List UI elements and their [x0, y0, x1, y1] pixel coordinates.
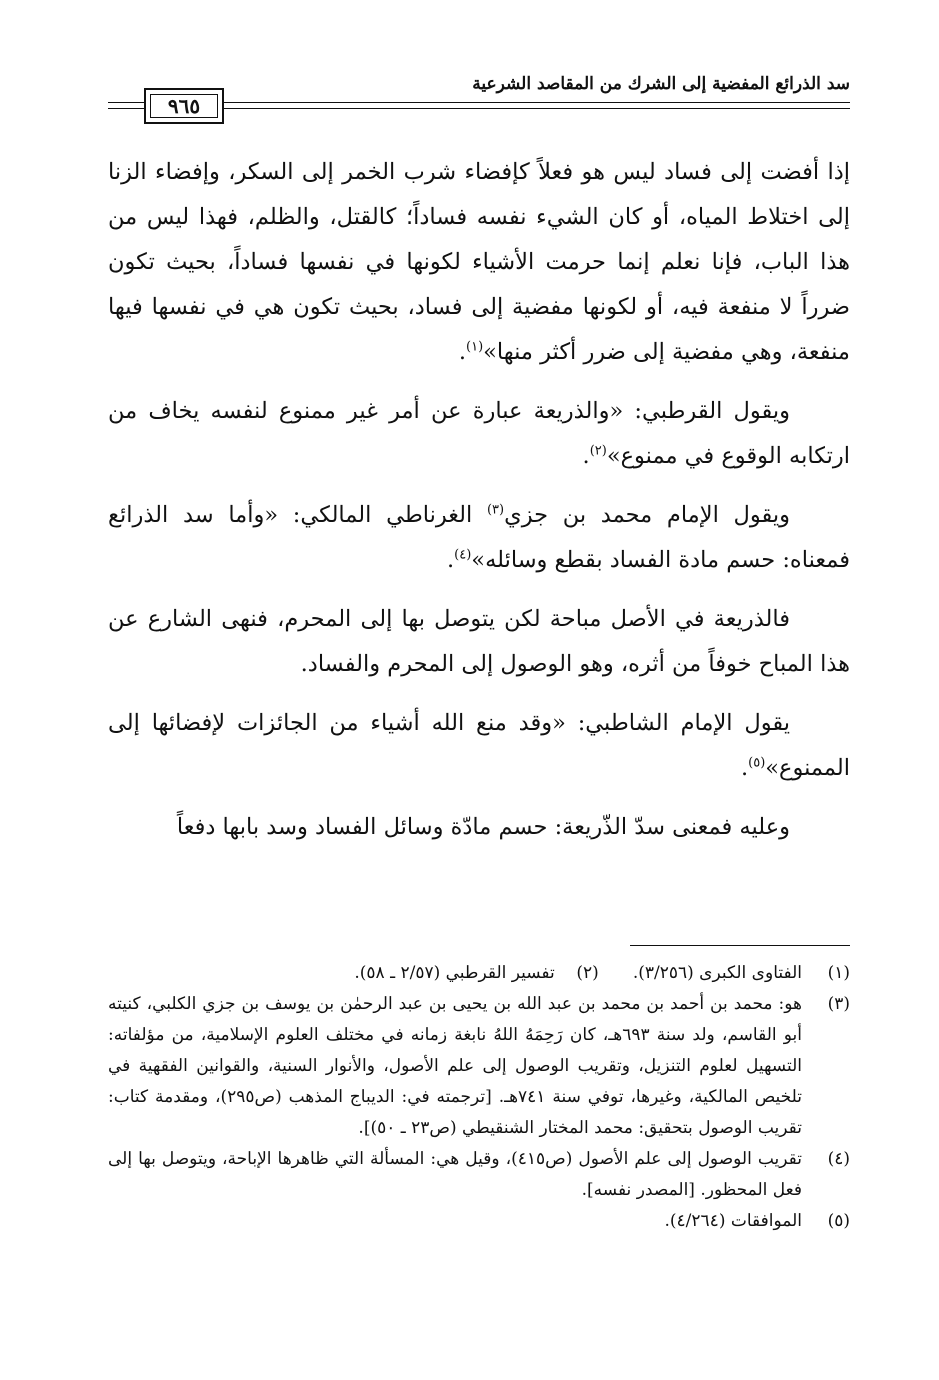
footnote-ref-5: (٥)	[748, 755, 766, 771]
paragraph-6-text: وعليه فمعنى سدّ الذّريعة: حسم مادّة وسائل الفساد وسد بابها دفعاً	[176, 814, 790, 840]
footnote-separator	[630, 945, 850, 946]
header-rule-left	[108, 102, 144, 109]
footnote-4-number: (٤)	[827, 1149, 850, 1169]
paragraph-4-text: فالذريعة في الأصل مباحة لكن يتوصل بها إلى المحرم، فنهى الشارع عن هذا المباح خوفاً من أثره، وهو الوصول إلى المحرم والفساد.	[108, 606, 850, 677]
footnote-3	[108, 989, 850, 1144]
page-number-box	[144, 88, 224, 124]
footnote-row-1-2	[108, 958, 850, 989]
footnote-3-number: (٣)	[827, 994, 850, 1014]
footnote-ref-4: (٤)	[454, 547, 472, 563]
page-header	[108, 72, 850, 134]
paragraph-3-text-a: ويقول الإمام محمد بن جزي	[504, 502, 790, 528]
running-title: سد الذرائع المفضية إلى الشرك من المقاصد الشرعية	[472, 74, 850, 94]
footnote-ref-2: (٢)	[589, 443, 607, 459]
footnote-1-number: (١)	[827, 963, 850, 983]
footnote-5	[108, 1206, 850, 1237]
paragraph-5: يقول الإمام الشاطبي: «وقد منع الله أشياء من الجائزات لإفضائها إلى الممنوع»$^{(٥)}$.	[108, 710, 850, 781]
paragraph-6	[108, 805, 850, 850]
page-number: ٩٦٥	[167, 94, 201, 118]
paragraph-2-text: ويقول القرطبي: «والذريعة عبارة عن أمر غير ممنوع لنفسه يخاف من ارتكابه الوقوع في ممنوع»	[108, 398, 850, 469]
footnote-2-text: تفسير القرطبي (٢/٥٧ ـ ٥٨).	[354, 963, 555, 983]
footnote-3-text: هو: محمد بن أحمد بن محمد بن عبد الله بن يحيى بن عبد الرحمٰن بن يوسف بن جزي الكلبي، كنيته أبو القاسم، ولد سنة ٦٩٣هـ، كان رَحِمَهُ اللهُ نابغة زمانه في مختلف العلوم الإسلامية، من مؤلفاته: التسهيل لعلوم التنزيل، وتقريب الوصول إلى علم الأصول، والأنوار السنية، والقوانين الفقهية في تلخيص المالكية، وغيرها، توفي سنة ٧٤١هـ. [ترجمته في: الديباج المذهب (ص٢٩٥)، ومقدمة كتاب: تقريب الوصول بتحقيق: محمد المختار الشنقيطي (ص٢٣ ـ ٥٠)].	[108, 994, 802, 1138]
footnote-4	[108, 1144, 850, 1206]
footnote-ref-3: (٣)	[486, 502, 505, 518]
paragraph-5-text: يقول الإمام الشاطبي: «وقد منع الله أشياء من الجائزات لإفضائها إلى الممنوع»	[108, 710, 850, 781]
footnote-5-number: (٥)	[827, 1211, 850, 1231]
paragraph-3: ويقول الإمام محمد بن جزي$^{(٣)}$ الغرناطي المالكي: «وأما سد الذرائع فمعناه: حسم مادة الفساد بقطع وسائله»$^{(٤)}$.	[108, 502, 850, 573]
footnote-1-text: الفتاوى الكبرى (٣/٢٥٦).	[632, 963, 802, 983]
footnote-4-text: تقريب الوصول إلى علم الأصول (ص٤١٥)، وقيل هي: المسألة التي ظاهرها الإباحة، ويتوصل بها إلى فعل المحظور. [المصدر نفسه].	[108, 1149, 802, 1200]
paragraph-3-text-b: الغرناطي المالكي: «وأما سد الذرائع فمعناه: حسم مادة الفساد بقطع وسائله»	[108, 502, 850, 573]
paragraph-1-text: إذا أفضت إلى فساد ليس هو فعلاً كإفضاء شرب الخمر إلى السكر، وإفضاء الزنا إلى اختلاط المياه، أو كان الشيء نفسه فساداً؛ كالقتل، والظلم، فهذا ليس من هذا الباب، فإنا نعلم إنما حرمت الأشياء لكونها في نفسها فساداً، بحيث تكون ضرراً لا منفعة فيه، أو لكونها مفضية إلى فساد، بحيث تكون هي في نفسها فيها منفعة، وهي مفضية إلى ضرر أكثر منها»	[108, 159, 850, 365]
footnote-2-number: (٢)	[576, 963, 599, 983]
footnotes	[108, 958, 850, 1237]
body-text	[108, 150, 850, 864]
footnote-5-text: الموافقات (٤/٢٦٤).	[664, 1211, 802, 1231]
footnote-ref-1: (١)	[466, 339, 484, 355]
header-rule-right	[224, 102, 850, 109]
paragraph-4	[108, 597, 850, 687]
paragraph-2: ويقول القرطبي: «والذريعة عبارة عن أمر غير ممنوع لنفسه يخاف من ارتكابه الوقوع في ممنوع»$^{(٢)}$.	[108, 398, 850, 469]
paragraph-1: إذا أفضت إلى فساد ليس هو فعلاً كإفضاء شرب الخمر إلى السكر، وإفضاء الزنا إلى اختلاط المياه، أو كان الشيء نفسه فساداً؛ كالقتل، والظلم، فهذا ليس من هذا الباب، فإنا نعلم إنما حرمت الأشياء لكونها في نفسها فساداً، بحيث تكون ضرراً لا منفعة فيه، أو لكونها مفضية إلى فساد، بحيث تكون هي في نفسها فيها منفعة، وهي مفضية إلى ضرر أكثر منها»$^{(١)}$.	[108, 159, 850, 365]
footnote-pair	[354, 958, 802, 989]
footnote-2	[354, 958, 598, 989]
